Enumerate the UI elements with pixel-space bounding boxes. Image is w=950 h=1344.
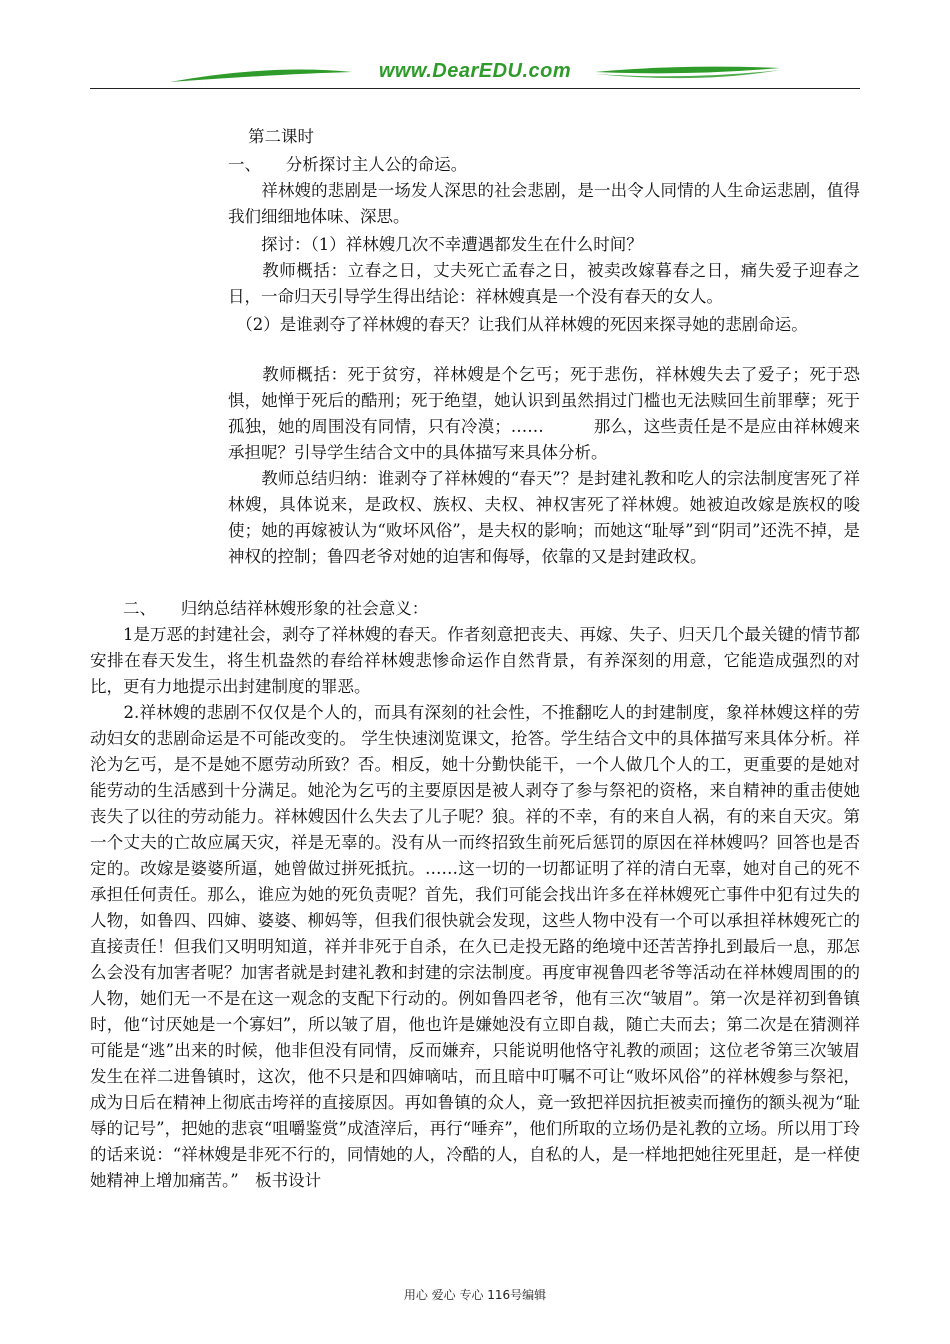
section-heading-2: 二、 归纳总结祥林嫂形象的社会意义： — [90, 599, 429, 618]
site-header — [90, 58, 860, 90]
paragraph-teacher-summary-2: 教师概括：死于贫穷，祥林嫂是个乞丐；死于悲伤，祥林嫂失去了爱子；死于恐惧，她惮于死后的酷刑；死于绝望，她认识到虽然捐过门槛也无法赎回生前罪孽；死于孤独，她的周围没有同情，只有冷漠；…… 那么，这些责任是不是应由祥林嫂来承担呢？引导学生结合文中的具体描写来具体分析。 — [228, 365, 860, 462]
paragraph-point-2: 2.祥林嫂的悲剧不仅仅是个人的，而具有深刻的社会性，不推翻吃人的封建制度，象祥林嫂这样的劳动妇女的悲剧命运是不可能改变的。 学生快速浏览课文，抢答。学生结合文中的具体描写来具体分析。祥沦为乞丐，是不是她不愿劳动所致？否。相反，她十分勤快能干，一个人做几个人的工，更重要的是她对能劳动的生活感到十分满足。她沦为乞丐的主要原因是被人剥夺了参与祭祀的资格，来自精神的重击使她丧失了以往的劳动能力。祥林嫂因什么失去了儿子呢？狼。祥的不幸，有的来自人祸，有的来自天灾。第一个丈夫的亡故应属天灾，祥是无辜的。没有从一而终招致生前死后惩罚的原因在祥林嫂吗？回答也是否定的。改嫁是婆婆所逼，她曾做过拼死抵抗。……这一切的一切都证明了祥的清白无辜，她对自己的死不承担任何责任。那么，谁应为她的死负责呢？首先，我们可能会找出许多在祥林嫂死亡事件中犯有过失的人物，如鲁四、四婶、婆婆、柳妈等，但我们很快就会发现，这些人物中没有一个可以承担祥林嫂死亡的直接责任！但我们又明明知道，祥并非死于自杀，在久已走投无路的绝境中还苦苦挣扎到最后一息，那怎么会没有加害者呢？加害者就是封建礼教和封建的宗法制度。再度审视鲁四老爷等活动在祥林嫂周围的的人物，她们无一不是在这一观念的支配下行动的。例如鲁四老爷，他有三次“皱眉”。第一次是祥初到鲁镇时，他“讨厌她是一个寡妇”，所以皱了眉，他也许是嫌她没有立即自裁，随亡夫而去；第二次是在猜测祥可能是“逃”出来的时候，他非但没有同情，反而嫌弃，只能说明他恪守礼教的顽固；这位老爷第三次皱眉发生在祥二进鲁镇时，这次，他不只是和四婶嘀咕，而且暗中叮嘱不可让“败坏风俗”的祥林嫂参与祭祀，成为日后在精神上彻底击垮祥的直接原因。再如鲁镇的众人，竟一致把祥因抗拒被卖而撞伤的额头视为“耻辱的记号”，把她的悲哀“咀嚼鉴赏”成渣滓后，再行“唾弃”，他们所取的立场仍是礼教的立场。所以用丁玲的话来说：“祥林嫂是非死不行的，同情她的人，冷酷的人，自私的人，是一样地把她往死里赶，是一样使她精神上增加痛苦。” 板书设计 — [90, 703, 860, 1190]
section-heading-1: 一、 分析探讨主人公的命运。 — [228, 155, 468, 174]
paragraph-teacher-summary-1: 教师概括：立春之日，丈夫死亡孟春之日，被卖改嫁暮春之日，痛失爱子迎春之日，一命归天引导学生得出结论：祥林嫂真是一个没有春天的女人。 — [228, 261, 860, 306]
paragraph-discussion-2: （2）是谁剥夺了祥林嫂的春天？让我们从祥林嫂的死因来探寻她的悲剧命运。 — [228, 315, 808, 334]
lesson-title: 第二课时 — [248, 127, 314, 146]
paragraph-point-1: 1是万恶的封建社会，剥夺了祥林嫂的春天。作者刻意把丧夫、再嫁、失子、归天几个最关键的情节都安排在春天发生，将生机盎然的春给祥林嫂悲惨命运作自然背景，有养深刻的用意，它能造成强烈的对比，更有力地提示出封建制度的罪恶。 — [90, 625, 860, 696]
paragraph-discussion-1: 探讨：（1）祥林嫂几次不幸遭遇都发生在什么时间？ — [228, 235, 643, 254]
page-footer: 用心 爱心 专心 116号编辑 — [403, 1288, 547, 1302]
paragraph-tragedy-intro: 祥林嫂的悲剧是一场发人深思的社会悲剧，是一出令人同情的人生命运悲剧，值得我们细细地体味、深思。 — [228, 181, 860, 226]
site-logo[interactable]: www.DearEDU.com — [378, 60, 572, 82]
paragraph-teacher-conclusion: 教师总结归纳：谁剥夺了祥林嫂的“春天”？是封建礼教和吃人的宗法制度害死了祥林嫂，具体说来，是政权、族权、夫权、神权害死了祥林嫂。她被迫改嫁是族权的唆使；她的再嫁被认为“败坏风俗”，是夫权的影响；而她这“耻辱”到“阴司”还洗不掉，是神权的控制；鲁四老爷对她的迫害和侮辱，依靠的又是封建政权。 — [228, 469, 860, 566]
header-divider — [90, 88, 860, 89]
